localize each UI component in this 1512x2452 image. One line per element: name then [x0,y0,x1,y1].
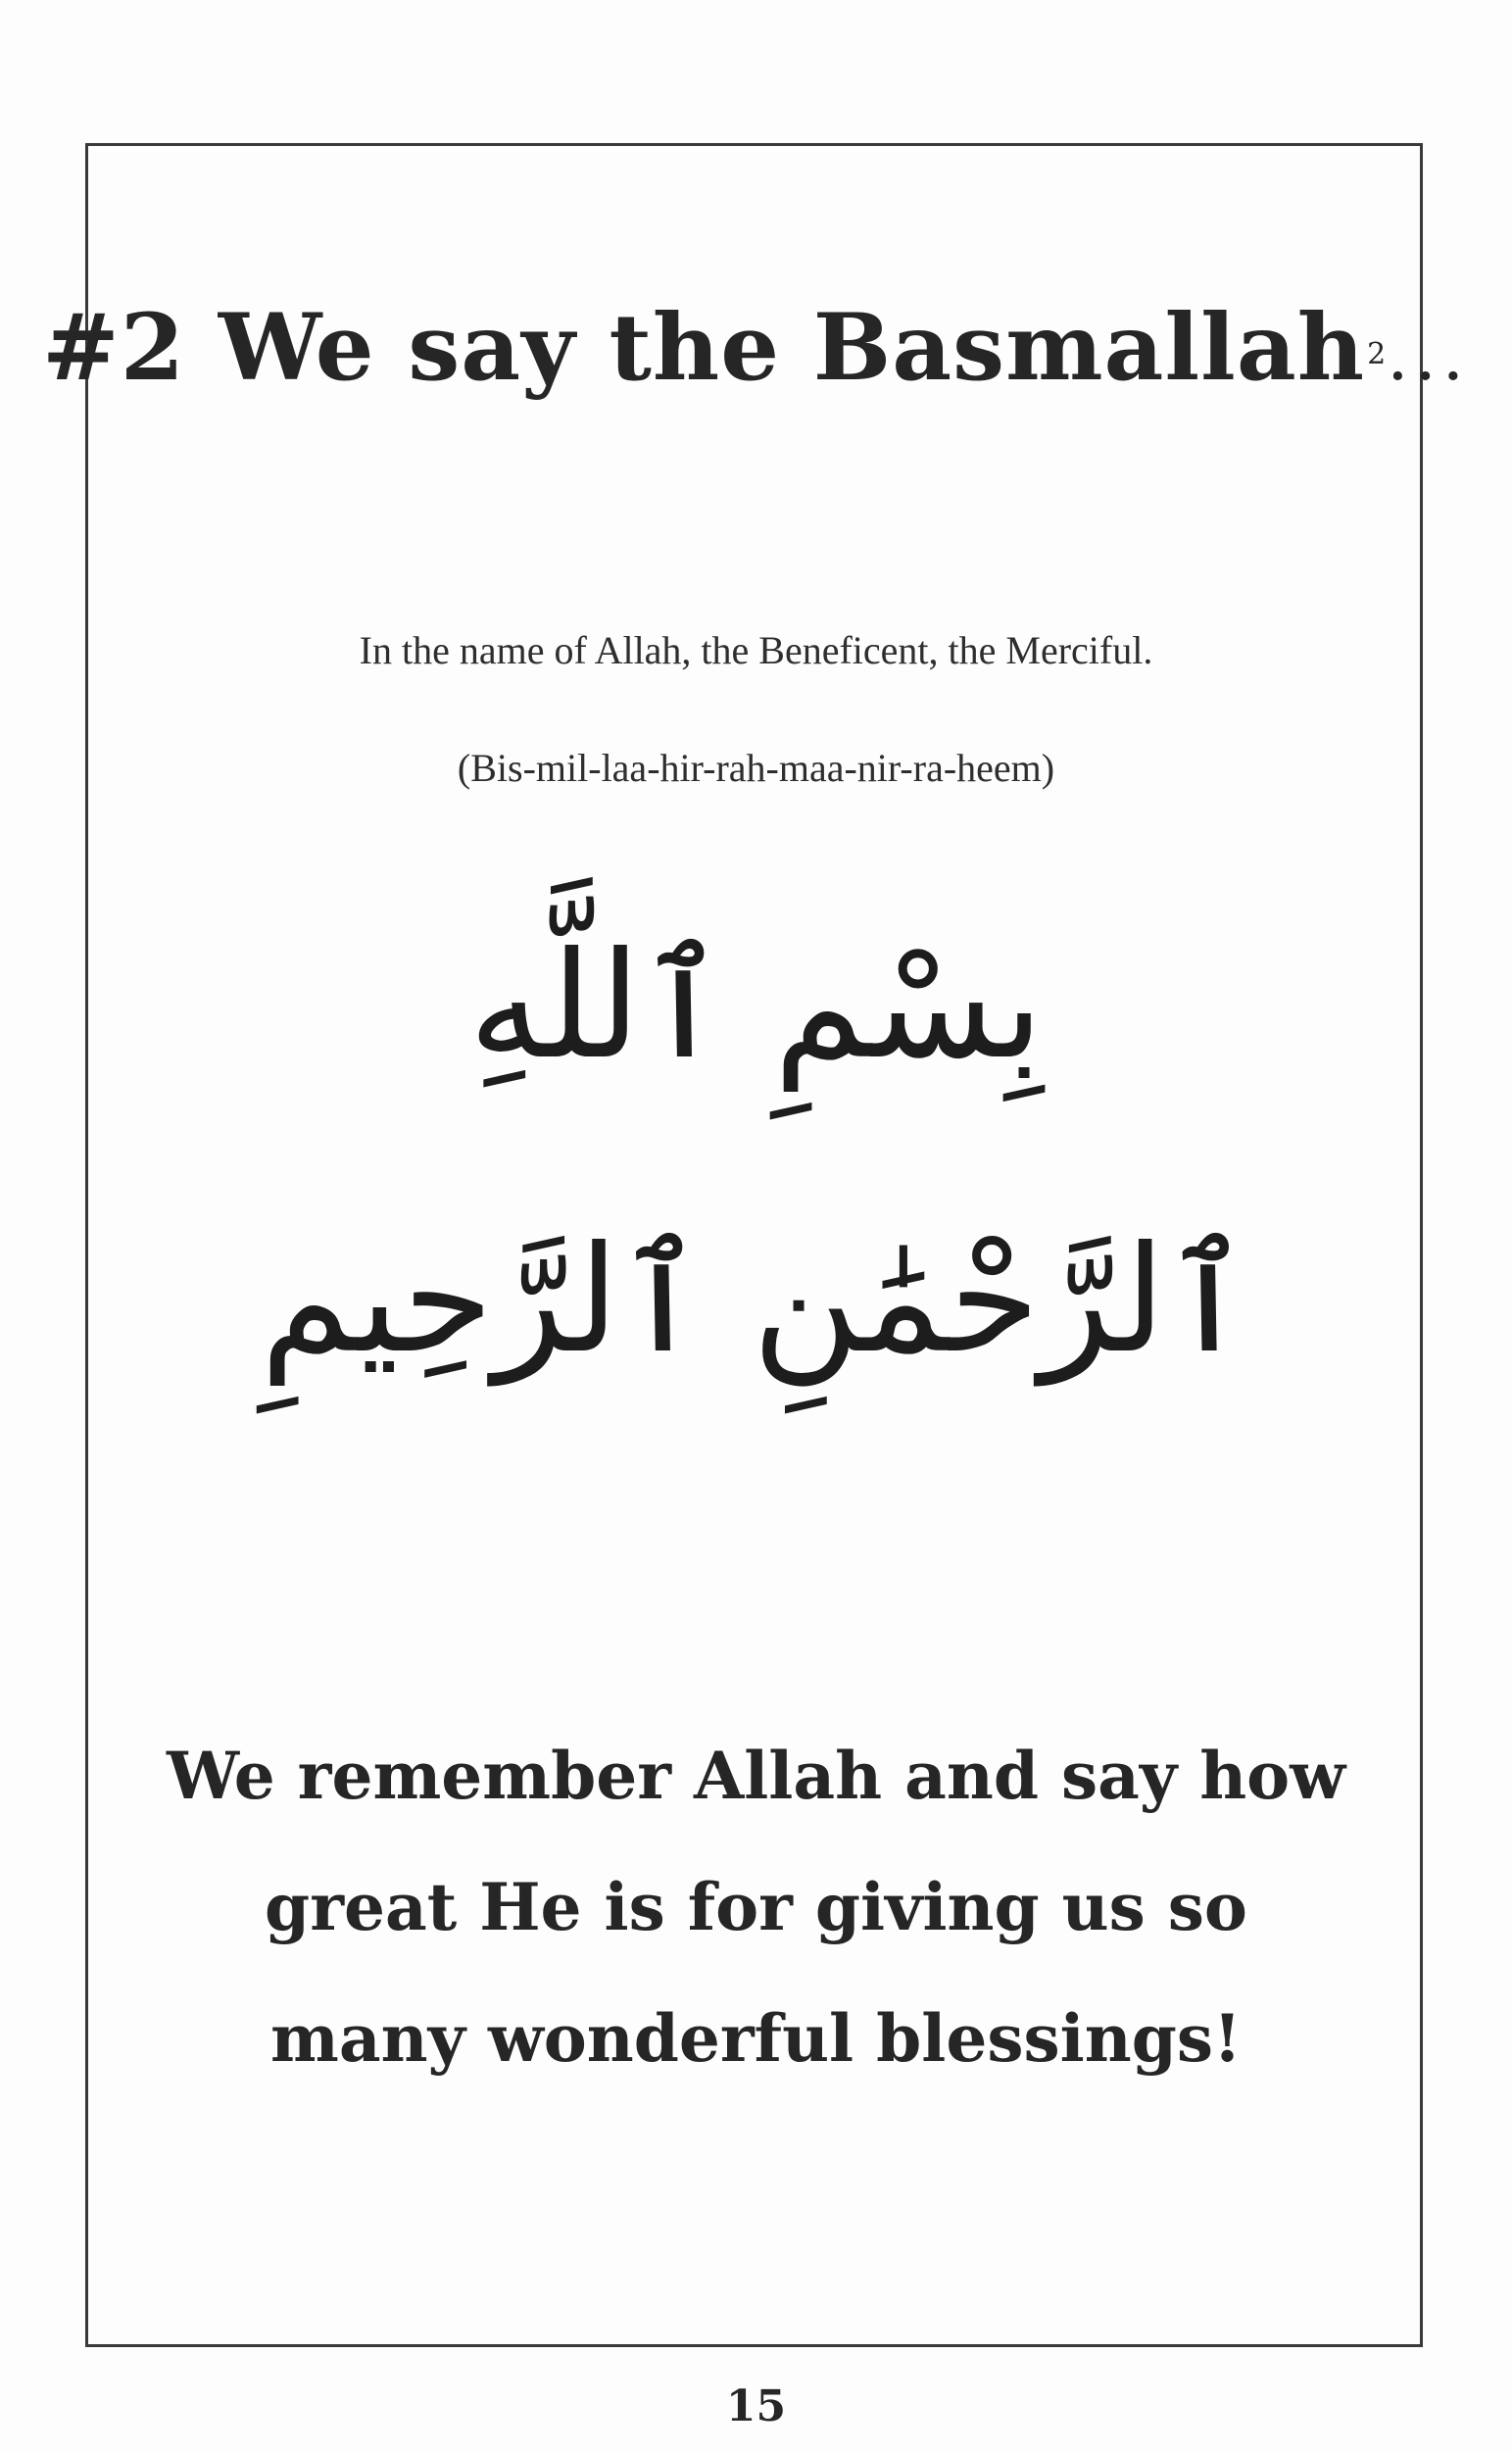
heading-ellipsis: ... [1387,316,1470,396]
page-heading [0,294,1512,402]
explanation-message: We remember Allah and say how great He is for giving us so many wonderful blessings! [166,1738,1346,2077]
arabic-text-line-2: ٱلرَّحْمَٰنِ ٱلرَّحِيمِ [260,1215,1252,1386]
heading-title: #2 We say the Basmallah [42,294,1366,402]
arabic-text-line-1: بِسْمِ ٱللَّهِ [468,921,1044,1092]
footnote-marker: 2 [1367,336,1388,371]
page-number: 15 [725,2381,787,2431]
english-translation: In the name of Allah, the Beneficent, the Merciful. [359,628,1153,672]
transliteration: (Bis-mil-laa-hir-rah-maa-nir-ra-heem) [457,746,1055,790]
